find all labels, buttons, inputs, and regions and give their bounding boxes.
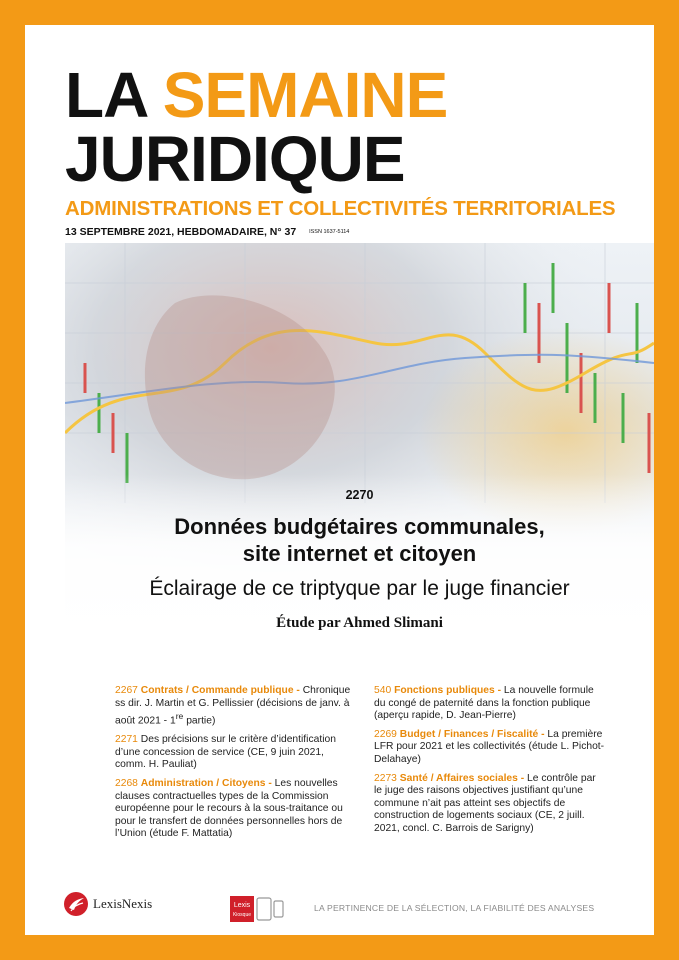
tagline: LA PERTINENCE DE LA SÉLECTION, LA FIABILITÉ DES ANALYSES [314,903,595,913]
toc-text: La nouvelle formule du congé de paternité dans la fonction publique (aperçu rapide, D. Jean-Pierre) [374,685,594,722]
feature-title-line1: Données budgétaires communales, [174,514,545,539]
toc-number: 540 [374,685,392,696]
toc-text-end: partie) [183,715,216,727]
issue-info [65,226,349,238]
toc-item[interactable] [115,734,355,772]
kiosk-label-lexis: Lexis [233,902,251,909]
feature-article-number: 2270 [345,488,374,502]
toc-category: Administration / Citoyens - [140,777,272,789]
toc-category: Fonctions publiques - [394,685,502,696]
table-of-contents-left [115,685,355,847]
toc-item[interactable] [115,685,355,728]
toc-item[interactable] [115,778,355,841]
toc-number: 2273 [374,772,397,784]
cover-image [65,243,654,663]
table-of-contents-right [374,685,606,842]
masthead-subtitle: ADMINISTRATIONS ET COLLECTIVITÉS TERRITORIALES [65,197,616,220]
toc-number: 2267 [115,685,138,696]
toc-text: Des précisions sur le critère d’identification d’une concession de service (CE, 9 juin 2021, comm. H. Pauliat) [115,734,336,771]
toc-text: Les nouvelles clauses contractuelles types de la Commission européenne pour le recours à la sous-traitance ou pour le transfert de données personnelles hors de l’Union (étude F. Mattatia) [115,777,343,840]
toc-item[interactable] [374,729,606,767]
feature-title [65,513,654,567]
toc-text: La première LFR pour 2021 et les collectivités (étude L. Pichot-Delahaye) [374,728,605,765]
toc-text: Chronique ss dir. J. Martin et G. Pellissier (décisions de janv. à août 2021 - 1 [115,685,351,727]
masthead-word-juridique: JURIDIQUE [65,123,405,195]
publisher-name: LexisNexis [93,896,153,911]
masthead-word-semaine: SEMAINE [162,59,448,131]
toc-text: Le contrôle par le juge des raisons objectives justifiant qu’une commune n’ait pas atteint ses objectifs de construction de logements sociaux (CE, 2 juill. 2021, concl. C. Barrois de Sarigny) [374,772,596,834]
lexisnexis-logo-icon [63,891,89,917]
feature-author: Étude par Ahmed Slimani [276,615,443,631]
feature-title-line2: site internet et citoyen [242,541,477,566]
kiosk-label-kiosque: Kiosque [232,912,252,918]
toc-item[interactable] [374,685,606,723]
masthead-title [65,59,448,131]
lexis-kiosque-icon [230,895,284,923]
magazine-cover [25,25,654,935]
toc-item[interactable] [374,773,606,836]
masthead-word-la: LA [65,59,146,131]
toc-sup: re [175,711,184,722]
issn: ISSN 1637-5114 [309,229,350,236]
toc-number: 2268 [115,777,138,789]
feature-subtitle: Éclairage de ce triptyque par le juge financier [149,577,570,600]
toc-number: 2271 [115,734,138,746]
toc-number: 2269 [374,728,397,740]
issue-date: 13 SEPTEMBRE 2021, HEBDOMADAIRE, N° 37 [65,226,297,238]
toc-category: Santé / Affaires sociales - [399,772,525,784]
toc-category: Budget / Finances / Fiscalité - [399,728,545,740]
publisher-logo [63,891,152,917]
toc-category: Contrats / Commande publique - [140,685,300,696]
